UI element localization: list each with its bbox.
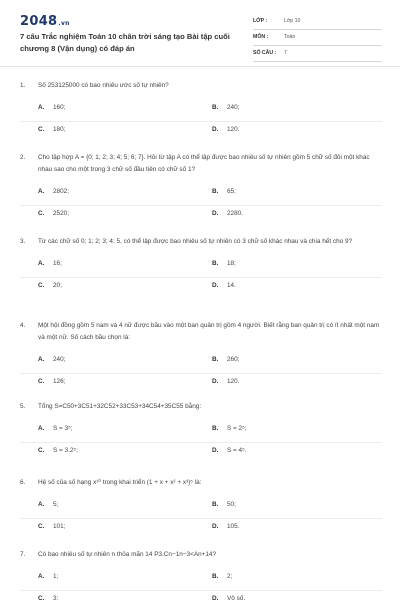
option-text: S = 2⁵; <box>227 425 247 432</box>
option-b[interactable] <box>212 188 362 200</box>
option-letter: A. <box>38 260 45 267</box>
option-c[interactable] <box>38 210 188 222</box>
question-5 <box>20 401 382 453</box>
option-c[interactable] <box>38 595 188 600</box>
question-number: 1. <box>20 82 26 89</box>
question-text <box>20 401 382 413</box>
meta-panel <box>253 14 381 62</box>
option-text: 50; <box>227 501 236 508</box>
option-text: 1; <box>53 573 59 580</box>
option-b[interactable] <box>212 260 362 272</box>
options-group <box>20 176 382 216</box>
option-a[interactable] <box>38 260 188 272</box>
document-header <box>0 0 400 64</box>
question-number: 2. <box>20 154 26 161</box>
question-text <box>20 320 382 344</box>
meta-class-row <box>253 14 381 30</box>
option-d[interactable] <box>212 210 362 222</box>
question-text <box>20 549 382 561</box>
meta-class-label: LỚP : <box>253 18 268 24</box>
option-divider <box>20 277 382 278</box>
question-body: Một hội đồng gồm 5 nam và 4 nữ được bầu vào một ban quản trị gồm 4 người. Biết rằng ban quản trị có ít nhất một nam và một nữ. Số cách bầu chọn là: <box>38 322 380 341</box>
options-group <box>20 561 382 600</box>
question-1 <box>20 80 382 132</box>
question-body: Có bao nhiêu số tự nhiên n thỏa mãn 14 P3.Cn−1n−3<An+14? <box>38 551 217 558</box>
option-letter: B. <box>212 573 219 580</box>
option-letter: C. <box>38 378 45 385</box>
meta-subject-value: Toán <box>284 34 296 40</box>
logo-suffix: .vn <box>58 20 70 27</box>
question-number: 4. <box>20 322 26 329</box>
option-letter: C. <box>38 447 45 454</box>
option-text: 18; <box>227 260 236 267</box>
option-c[interactable] <box>38 378 188 390</box>
option-text: 105. <box>227 523 240 530</box>
option-letter: B. <box>212 501 219 508</box>
question-3 <box>20 236 382 288</box>
option-letter: A. <box>38 501 45 508</box>
option-letter: B. <box>212 260 219 267</box>
option-divider <box>20 518 382 519</box>
option-letter: C. <box>38 210 45 217</box>
option-text: 2280. <box>227 210 243 217</box>
option-text: 3; <box>53 595 59 600</box>
option-a[interactable] <box>38 425 188 437</box>
option-b[interactable] <box>212 425 362 437</box>
option-c[interactable] <box>38 126 188 138</box>
option-text: 2; <box>227 573 233 580</box>
options-group <box>20 92 382 132</box>
option-letter: D. <box>212 210 219 217</box>
option-a[interactable] <box>38 573 188 585</box>
meta-count-value: 7 <box>284 50 287 56</box>
option-letter: B. <box>212 425 219 432</box>
option-b[interactable] <box>212 104 362 116</box>
option-d[interactable] <box>212 523 362 535</box>
option-c[interactable] <box>38 523 188 535</box>
document-title: 7 câu Trắc nghiệm Toán 10 chân trời sáng tạo Bài tập cuối chương 8 (Vận dụng) có đáp án <box>20 32 230 53</box>
option-text: 180; <box>53 126 66 133</box>
question-2 <box>20 152 382 216</box>
question-text <box>20 80 382 92</box>
option-a[interactable] <box>38 501 188 513</box>
question-body: Từ các chữ số 0; 1; 2; 3; 4; 5, có thể lập được bao nhiêu số tự nhiên có 3 chữ số khác nhau và chia hết cho 9? <box>38 238 353 245</box>
option-letter: B. <box>212 356 219 363</box>
option-a[interactable] <box>38 188 188 200</box>
option-b[interactable] <box>212 356 362 368</box>
option-text: 2802; <box>53 188 69 195</box>
option-letter: D. <box>212 595 219 600</box>
option-c[interactable] <box>38 447 188 459</box>
option-text: 20; <box>53 282 62 289</box>
question-body: Cho tập hợp A = {0; 1; 2; 3; 4; 5; 6; 7}. Hỏi từ tập A có thể lập được bao nhiêu số tự nhiên gồm 5 chữ số đôi một khác nhau sao cho một trong 3 chữ số đầu tiên có chữ số 1? <box>38 154 370 173</box>
meta-count-label: SỐ CÂU : <box>253 50 277 56</box>
question-text <box>20 477 382 489</box>
header-divider <box>0 66 400 67</box>
option-letter: A. <box>38 104 45 111</box>
options-group <box>20 413 382 453</box>
options-group <box>20 344 382 384</box>
question-6 <box>20 477 382 529</box>
option-a[interactable] <box>38 104 188 116</box>
question-4 <box>20 320 382 384</box>
option-letter: D. <box>212 126 219 133</box>
option-d[interactable] <box>212 126 362 138</box>
option-letter: A. <box>38 356 45 363</box>
option-divider <box>20 373 382 374</box>
meta-subject-label: MÔN : <box>253 34 269 40</box>
option-d[interactable] <box>212 378 362 390</box>
option-text: 65; <box>227 188 236 195</box>
option-text: 160; <box>53 104 66 111</box>
option-letter: D. <box>212 447 219 454</box>
option-text: S = 3.2⁵; <box>53 447 78 454</box>
option-text: 240; <box>53 356 66 363</box>
meta-subject-row <box>253 30 381 46</box>
option-letter: C. <box>38 523 45 530</box>
option-a[interactable] <box>38 356 188 368</box>
option-text: 120. <box>227 378 240 385</box>
options-group <box>20 248 382 288</box>
option-letter: B. <box>212 188 219 195</box>
option-text: 2520; <box>53 210 69 217</box>
option-text: Vô số. <box>227 595 246 600</box>
option-b[interactable] <box>212 501 362 513</box>
option-letter: C. <box>38 126 45 133</box>
question-number: 5. <box>20 403 26 410</box>
option-text: 16; <box>53 260 62 267</box>
meta-class-value: Lớp 10 <box>284 18 301 24</box>
option-d[interactable] <box>212 595 362 600</box>
question-number: 7. <box>20 551 26 558</box>
option-text: S = 4⁵. <box>227 447 247 454</box>
option-letter: A. <box>38 188 45 195</box>
option-letter: C. <box>38 595 45 600</box>
option-text: 260; <box>227 356 240 363</box>
option-letter: B. <box>212 104 219 111</box>
option-text: 5; <box>53 501 59 508</box>
question-number: 6. <box>20 479 26 486</box>
option-letter: D. <box>212 378 219 385</box>
option-text: 14. <box>227 282 236 289</box>
logo-text: 2048 <box>20 14 58 29</box>
option-divider <box>20 590 382 591</box>
question-body: Hệ số của số hạng x¹⁰ trong khai triển (1 + x + x² + x³)⁵ là: <box>38 479 202 486</box>
options-group <box>20 489 382 529</box>
option-letter: D. <box>212 523 219 530</box>
option-letter: C. <box>38 282 45 289</box>
option-text: 120. <box>227 126 240 133</box>
option-text: S = 3⁵; <box>53 425 73 432</box>
question-text <box>20 152 382 176</box>
option-c[interactable] <box>38 282 188 294</box>
question-number: 3. <box>20 238 26 245</box>
option-text: 240; <box>227 104 240 111</box>
question-body: Số 253125000 có bao nhiêu ước số tự nhiên? <box>38 82 169 89</box>
site-logo[interactable] <box>20 14 70 29</box>
option-d[interactable] <box>212 447 362 459</box>
meta-count-row <box>253 46 381 62</box>
option-divider <box>20 442 382 443</box>
option-text: 101; <box>53 523 66 530</box>
option-divider <box>20 121 382 122</box>
option-letter: A. <box>38 573 45 580</box>
question-7 <box>20 549 382 600</box>
option-d[interactable] <box>212 282 362 294</box>
option-divider <box>20 205 382 206</box>
question-text <box>20 236 382 248</box>
option-b[interactable] <box>212 573 362 585</box>
option-letter: A. <box>38 425 45 432</box>
option-letter: D. <box>212 282 219 289</box>
option-text: 126; <box>53 378 66 385</box>
question-body: Tổng S=C50+3C51+32C52+33C53+34C54+35C55 bằng: <box>38 403 202 410</box>
